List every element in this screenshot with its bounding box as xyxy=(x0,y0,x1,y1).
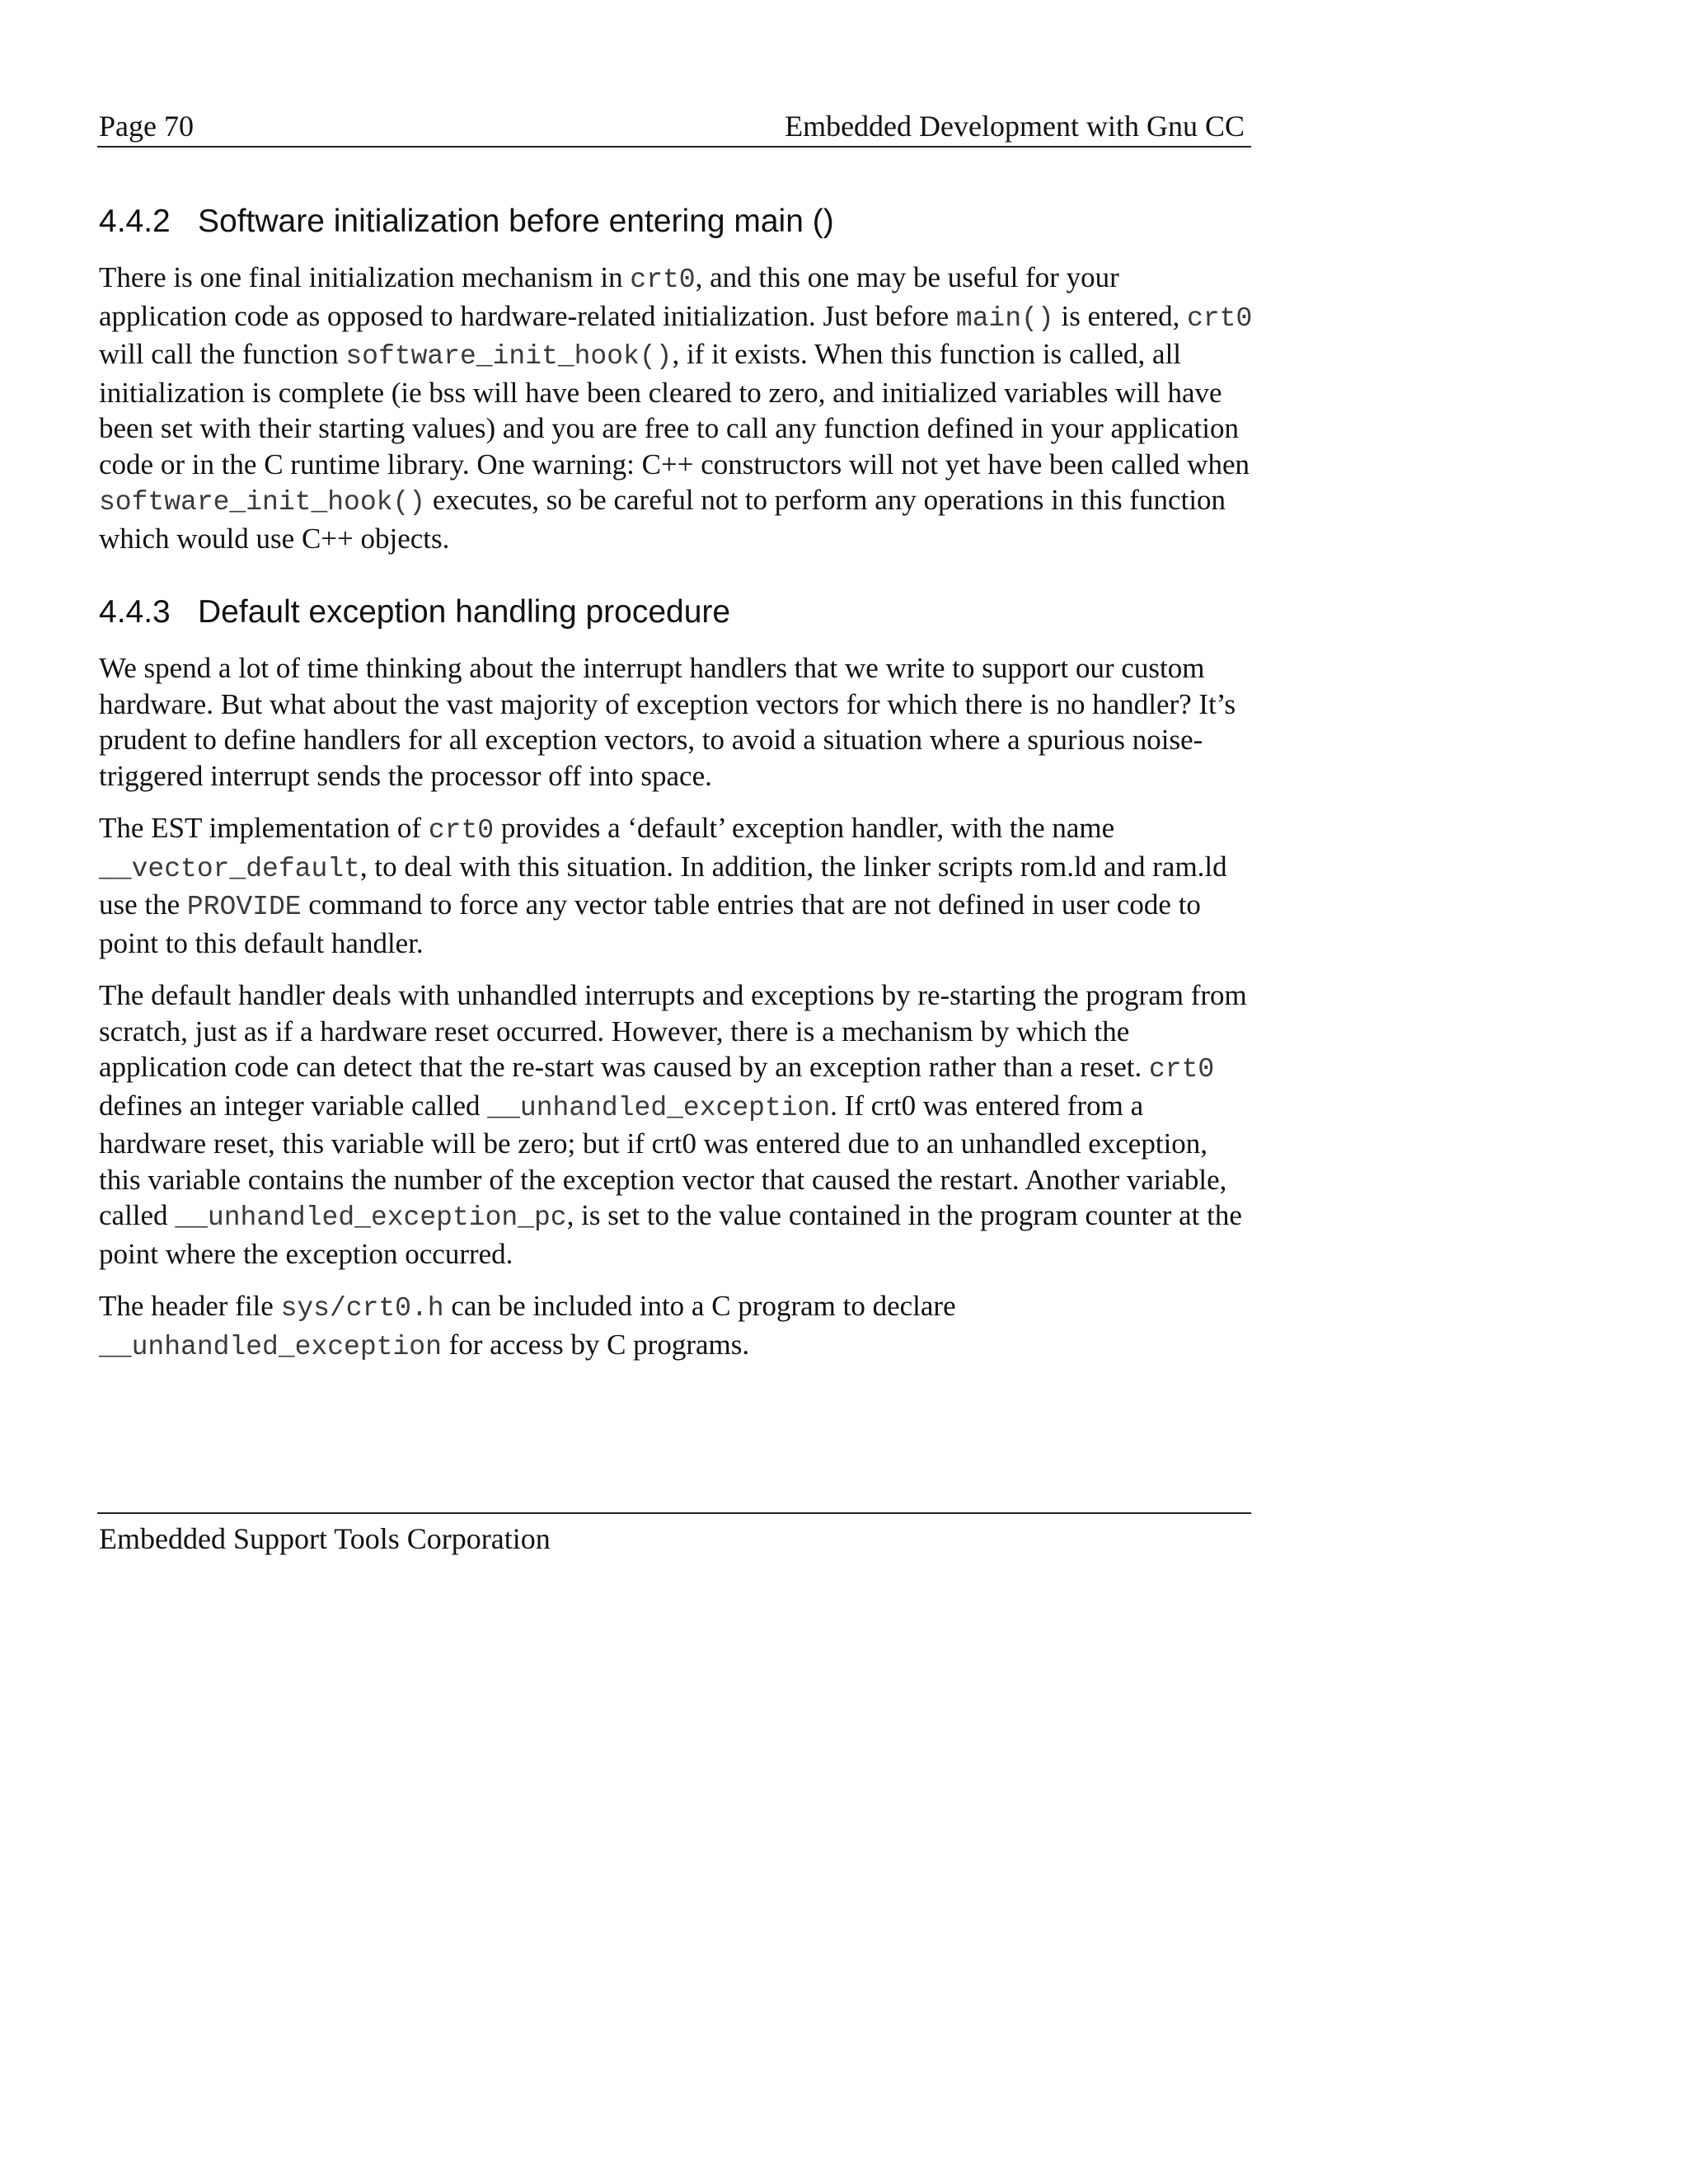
page-footer xyxy=(97,1512,1251,1560)
section-title: Default exception handling procedure xyxy=(198,594,731,630)
section-heading-443 xyxy=(97,593,1251,632)
page-number: Page 70 xyxy=(99,110,194,143)
paragraph: We spend a lot of time thinking about the interrupt handlers that we write to support our custom hardware. But what about the vast majority of exception vectors for which there is no handler? It’s prudent to define handlers for all exception vectors, to avoid a situation where a spurious noise-triggered interrupt sends the processor off into space. xyxy=(99,652,1236,792)
document-page xyxy=(97,103,1253,1555)
text-run: , and this one may be useful for your application code as opposed to hardware-related initialization. Just before xyxy=(99,261,1119,332)
code-span: __unhandled_exception xyxy=(99,1331,442,1362)
text-run: provides a ‘default’ exception handler, with the name xyxy=(494,812,1115,844)
page-header xyxy=(97,103,1251,148)
text-run: will call the function xyxy=(99,338,346,370)
section-number: 4.4.3 xyxy=(99,594,171,630)
text-run: defines an integer variable called xyxy=(99,1089,488,1122)
text-run: command to force any vector table entries that are not defined in user code to point to this default handler. xyxy=(99,888,1201,959)
code-span: software_init_hook() xyxy=(345,341,673,372)
text-run: . If crt0 was entered from a hardware reset, this variable will be zero; but if crt0 was entered due to an unhandled exception, this variable contains the number of the exception vector that caused the restart. Another variable, called xyxy=(99,1089,1227,1231)
text-run: The EST implementation of xyxy=(99,812,429,844)
code-span: __unhandled_exception_pc xyxy=(175,1202,567,1233)
code-span: main() xyxy=(955,302,1054,334)
text-run: is entered, xyxy=(1053,299,1188,332)
code-span: software_init_hook() xyxy=(99,487,426,518)
code-span: crt0 xyxy=(1149,1054,1215,1085)
paragraph xyxy=(97,977,1251,1272)
code-span: __vector_default xyxy=(99,853,360,884)
text-run: , is set to the value contained in the program counter at the point where the exception occurred. xyxy=(99,1199,1242,1270)
text-run: for access by C programs. xyxy=(441,1328,750,1361)
book-title: Embedded Development with Gnu CC xyxy=(785,110,1245,143)
code-span: crt0 xyxy=(1187,302,1253,334)
text-run: can be included into a C program to declare xyxy=(443,1290,956,1322)
paragraph xyxy=(97,810,1251,961)
section-heading-442 xyxy=(97,202,1251,241)
text-run: , to deal with this situation. In addition, the linker scripts rom.ld and ram.ld use the xyxy=(99,850,1227,921)
code-span: PROVIDE xyxy=(186,892,302,922)
text-run: The default handler deals with unhandled interrupts and exceptions by re-starting the program from scratch, just as if a hardware reset occurred. However, there is a mechanism by which the application code can detect that the re-start was caused by an exception rather than a reset. xyxy=(99,979,1247,1083)
section-title: Software initialization before entering main () xyxy=(198,204,834,239)
code-span: sys/crt0.h xyxy=(280,1293,444,1324)
paragraph xyxy=(97,260,1253,556)
text-run: , if it exists. When this function is called, all initialization is complete (ie bss will have been cleared to zero, and initialized variables will have been set with their starting values) and you are free to call any function defined in your application code or in the C runtime library. One warning: C++ constructors will not yet have been called when xyxy=(99,338,1250,480)
text-run: The header file xyxy=(99,1290,281,1322)
code-span: crt0 xyxy=(630,265,696,295)
paragraph xyxy=(97,1288,1251,1365)
section-number: 4.4.2 xyxy=(99,204,171,239)
text-run: executes, so be careful not to perform any operations in this function which would use C++ objects. xyxy=(99,484,1226,555)
company-name: Embedded Support Tools Corporation xyxy=(99,1522,551,1555)
code-span: crt0 xyxy=(428,815,495,846)
code-span: __unhandled_exception xyxy=(487,1092,831,1123)
text-run: There is one final initialization mechanism in xyxy=(99,261,631,293)
